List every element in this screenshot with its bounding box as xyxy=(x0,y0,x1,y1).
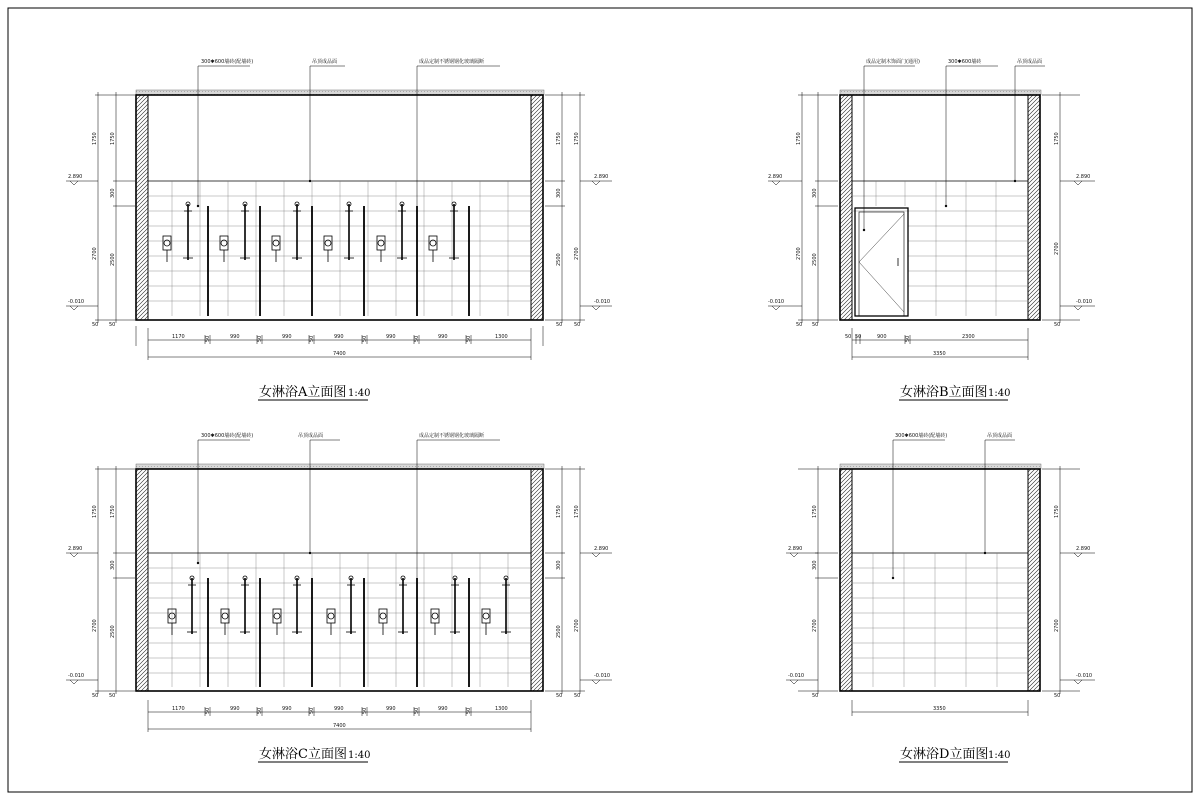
view-b-level-top-right: 2.890 xyxy=(1076,174,1091,180)
view-c-callout-3: 成品定制不锈钢钢化玻璃隔断 xyxy=(419,433,485,439)
view-b-dim-2700-left: 2700 xyxy=(796,247,802,260)
svg-text:50: 50 xyxy=(362,707,368,714)
view-d-total-dim: 3350 xyxy=(933,706,946,712)
svg-text:50: 50 xyxy=(414,707,420,714)
view-b-scale: 1:40 xyxy=(988,388,1011,399)
view-c-callout-2: 吊顶成品面 xyxy=(298,433,324,439)
view-d-small-dim-r1: 50 xyxy=(1054,693,1061,699)
view-b-callout-2: 300✱600墙砖 xyxy=(948,59,982,65)
view-c-dim-2500-right: 2500 xyxy=(556,625,562,638)
view-a-small-dim-l1: 50 xyxy=(92,322,99,328)
view-d-level-top-left: 2.890 xyxy=(788,546,803,552)
view-c-small-dim-l2: 50 xyxy=(109,693,116,699)
view-a-dim-2700-right: 2700 xyxy=(574,247,580,260)
view-c-level-bottom-right: -0.010 xyxy=(594,673,611,679)
view-b xyxy=(768,58,1095,400)
view-c-small-dim-r2: 50 xyxy=(574,693,581,699)
view-a-dim-2500-left: 2500 xyxy=(110,253,116,266)
view-d-tile-grid xyxy=(852,553,1028,687)
svg-text:50: 50 xyxy=(855,334,862,340)
svg-text:50: 50 xyxy=(466,707,472,714)
view-c-level-top-left: 2.890 xyxy=(68,546,83,552)
svg-text:990: 990 xyxy=(386,334,396,340)
view-a-dim-1750-right: 1750 xyxy=(556,132,562,145)
view-d-level-bottom-left: -0.010 xyxy=(788,673,805,679)
view-a-callout-1: 300✱600墙砖(配墙砖) xyxy=(201,59,254,65)
view-b-small-dim-l1: 50 xyxy=(796,322,803,328)
view-c-partitions xyxy=(208,578,469,687)
view-a-scale: 1:40 xyxy=(348,388,371,399)
view-c-total-dim: 7400 xyxy=(333,723,346,729)
view-b-tile-grid xyxy=(852,181,1028,316)
svg-text:1300: 1300 xyxy=(495,334,508,340)
svg-text:50: 50 xyxy=(905,335,911,342)
view-a-dim-1750-left-2: 1750 xyxy=(110,132,116,145)
view-a-bottom-dims xyxy=(172,334,508,342)
view-d-title: 女淋浴D立面图 xyxy=(900,747,989,762)
view-c-scale: 1:40 xyxy=(348,750,371,761)
view-d-scale: 1:40 xyxy=(988,750,1011,761)
view-a-dim-1750-right-2: 1750 xyxy=(574,132,580,145)
svg-text:990: 990 xyxy=(334,706,344,712)
view-b-level-top-left: 2.890 xyxy=(768,174,783,180)
view-a-level-top-right: 2.890 xyxy=(594,174,609,180)
view-c-small-dim-r1: 50 xyxy=(556,693,563,699)
view-b-walls xyxy=(840,90,1041,320)
view-a-title: 女淋浴A立面图 xyxy=(259,385,347,400)
view-d-walls xyxy=(840,464,1041,691)
view-b-dim-300-left: 300 xyxy=(812,188,818,198)
view-a-partitions xyxy=(208,206,469,316)
view-c-dim-1750-left: 1750 xyxy=(92,505,98,518)
view-a-level-bottom-left: -0.010 xyxy=(68,299,85,305)
view-c-dim-2700-left: 2700 xyxy=(92,619,98,632)
view-b-dim-1750-right: 1750 xyxy=(1054,132,1060,145)
svg-text:990: 990 xyxy=(230,334,240,340)
svg-text:990: 990 xyxy=(334,334,344,340)
view-b-level-bottom-right: -0.010 xyxy=(1076,299,1093,305)
view-a-level-bottom-right: -0.010 xyxy=(594,299,611,305)
view-b-callout-1: 成品定制木饰面门(通用) xyxy=(866,59,920,65)
svg-text:50: 50 xyxy=(845,334,852,340)
view-c-small-dim-l1: 50 xyxy=(92,693,99,699)
view-c-shower-fixtures xyxy=(168,576,511,635)
view-b-small-dim-r1: 50 xyxy=(1054,322,1061,328)
svg-text:50: 50 xyxy=(414,335,420,342)
svg-text:990: 990 xyxy=(230,706,240,712)
view-d-dim-2700-right: 2700 xyxy=(1054,619,1060,632)
view-c-dim-2500-left: 2500 xyxy=(110,625,116,638)
view-a-small-dim-r2: 50 xyxy=(574,322,581,328)
view-c-dim-1750-right-2: 1750 xyxy=(574,505,580,518)
view-c-leaders xyxy=(197,440,500,578)
view-b-door xyxy=(855,208,908,316)
view-a-total-dim: 7400 xyxy=(333,351,346,357)
view-d-dim-1750-left: 1750 xyxy=(812,505,818,518)
svg-text:50: 50 xyxy=(205,335,211,342)
svg-text:1170: 1170 xyxy=(172,706,185,712)
view-a-small-dim-r1: 50 xyxy=(556,322,563,328)
view-d-dim-lines xyxy=(786,466,1095,716)
view-d-callout-1: 300✱600墙砖(配墙砖) xyxy=(895,433,948,439)
view-b-dim-2500-left: 2500 xyxy=(812,253,818,266)
svg-text:990: 990 xyxy=(438,706,448,712)
svg-text:990: 990 xyxy=(282,334,292,340)
view-a-dim-300-right: 300 xyxy=(556,188,562,198)
view-c-callout-1: 300✱600墙砖(配墙砖) xyxy=(201,433,254,439)
view-d-dim-300-left: 300 xyxy=(812,560,818,570)
view-a xyxy=(66,58,612,400)
view-b-dim-1750-left: 1750 xyxy=(796,132,802,145)
svg-text:50: 50 xyxy=(205,707,211,714)
svg-text:1170: 1170 xyxy=(172,334,185,340)
view-c-dim-1750-left-2: 1750 xyxy=(110,505,116,518)
view-c xyxy=(66,432,612,762)
view-d-dim-2700-left: 2700 xyxy=(812,619,818,632)
view-c-bottom-dims xyxy=(172,706,508,714)
view-b-level-bottom-left: -0.010 xyxy=(768,299,785,305)
view-b-dim-2700-right: 2700 xyxy=(1054,242,1060,255)
svg-text:50: 50 xyxy=(466,335,472,342)
view-b-small-dim-l2: 50 xyxy=(812,322,819,328)
view-c-dim-300-left: 300 xyxy=(110,560,116,570)
view-c-level-top-right: 2.890 xyxy=(594,546,609,552)
view-d-callout-2: 吊顶成品面 xyxy=(987,433,1013,439)
svg-text:50: 50 xyxy=(257,707,263,714)
svg-text:1300: 1300 xyxy=(495,706,508,712)
view-d-leaders xyxy=(892,440,1015,579)
view-c-dim-1750-right: 1750 xyxy=(556,505,562,518)
view-c-level-bottom-left: -0.010 xyxy=(68,673,85,679)
view-d-dim-1750-right: 1750 xyxy=(1054,505,1060,518)
view-a-small-dim-l2: 50 xyxy=(109,322,116,328)
svg-text:990: 990 xyxy=(386,706,396,712)
svg-text:900: 900 xyxy=(877,334,887,340)
view-c-tile-grid xyxy=(148,553,531,687)
svg-text:50: 50 xyxy=(362,335,368,342)
view-a-dim-2700-left: 2700 xyxy=(92,247,98,260)
view-b-total-dim: 3350 xyxy=(933,351,946,357)
view-a-callout-2: 吊顶成品面 xyxy=(312,59,338,65)
view-d-level-top-right: 2.890 xyxy=(1076,546,1091,552)
view-a-level-top-left: 2.890 xyxy=(68,174,83,180)
view-d-small-dim-l1: 50 xyxy=(812,693,819,699)
svg-text:990: 990 xyxy=(438,334,448,340)
svg-text:50: 50 xyxy=(309,335,315,342)
view-a-dim-300-left: 300 xyxy=(110,188,116,198)
view-a-dim-1750-left: 1750 xyxy=(92,132,98,145)
view-c-dim-300-right: 300 xyxy=(556,560,562,570)
view-a-callout-3: 成品定制不锈钢钢化玻璃隔断 xyxy=(419,59,485,65)
view-a-tile-grid xyxy=(148,181,531,316)
view-d xyxy=(786,432,1095,762)
view-b-title: 女淋浴B立面图 xyxy=(900,385,988,400)
svg-text:50: 50 xyxy=(257,335,263,342)
svg-text:2300: 2300 xyxy=(962,334,975,340)
svg-text:50: 50 xyxy=(309,707,315,714)
view-b-callout-3: 吊顶成品面 xyxy=(1017,59,1043,65)
view-c-title: 女淋浴C立面图 xyxy=(259,747,347,762)
view-a-leaders xyxy=(197,66,500,207)
view-a-dim-2500-right: 2500 xyxy=(556,253,562,266)
view-c-dim-2700-right: 2700 xyxy=(574,619,580,632)
view-d-level-bottom-right: -0.010 xyxy=(1076,673,1093,679)
svg-text:990: 990 xyxy=(282,706,292,712)
